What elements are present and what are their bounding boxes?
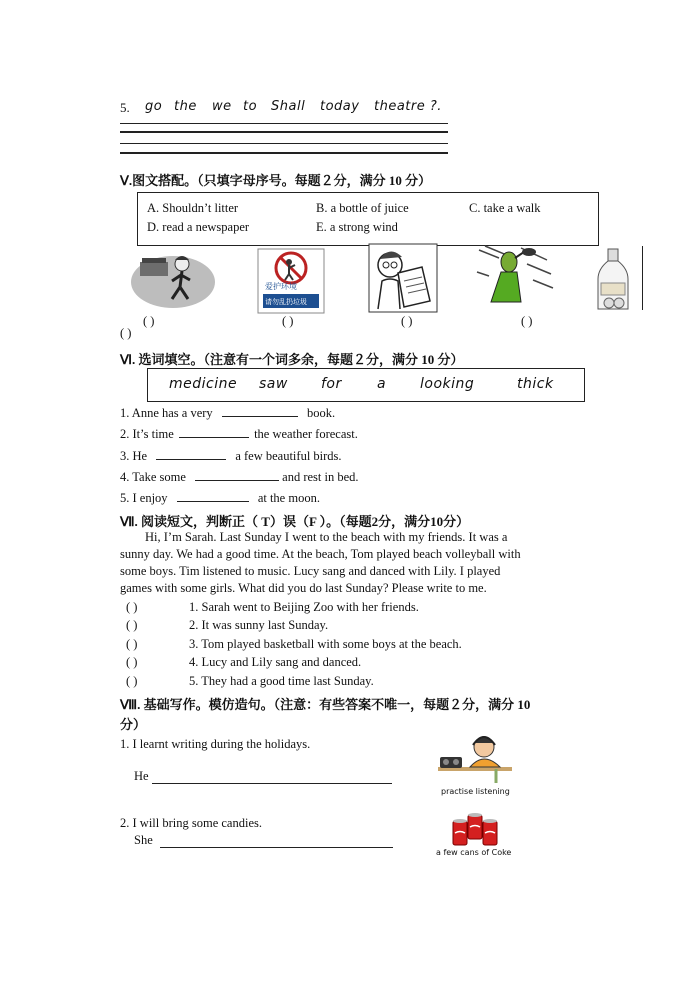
section8-title-line1: Ⅷ. 基础写作。模仿造句。（注意：有些答案不唯一，每题２分，满分 10	[120, 697, 531, 712]
tf-bracket-2[interactable]: ( )	[126, 618, 138, 632]
answer-line-3[interactable]	[120, 143, 448, 144]
tf-bracket-5[interactable]: ( )	[126, 674, 138, 688]
fill-item-5-post: at the moon.	[257, 491, 320, 505]
fill-item-3	[120, 448, 342, 464]
q5-word-2: the	[174, 99, 197, 114]
tf-item-4: 4. Lucy and Lily sang and danced.	[189, 655, 362, 669]
answer-line-2[interactable]	[120, 131, 448, 133]
passage-line-4: games with some girls. What did you do last Sunday? Please write to me.	[120, 581, 487, 595]
writing-q2: 2. I will bring some candies.	[120, 816, 262, 830]
writing-q2-subject: She	[134, 833, 153, 847]
section6-title: Ⅵ. 选词填空。（注意有一个词多余，每题２分，满分 10 分）	[120, 352, 464, 367]
word-bank-word-4: a	[377, 376, 387, 392]
fill-blank-1[interactable]	[222, 405, 298, 417]
fill-item-4	[120, 469, 359, 485]
q5-word-5: Shall	[271, 99, 306, 114]
fill-item-5-pre: 5. I enjoy	[120, 491, 168, 505]
answer-line-4[interactable]	[120, 152, 448, 154]
writing-q1: 1. I learnt writing during the holidays.	[120, 737, 311, 751]
writing-q1-answer-line[interactable]	[152, 783, 392, 784]
word-bank-word-5: looking	[420, 376, 475, 392]
fill-item-5	[120, 490, 320, 506]
fill-blank-3[interactable]	[156, 448, 226, 460]
fill-item-2	[120, 426, 358, 442]
q5-word-3: we	[212, 99, 232, 114]
tf-item-5: 5. They had a good time last Sunday.	[189, 674, 374, 688]
tf-item-2: 2. It was sunny last Sunday.	[189, 618, 329, 632]
bracket-1[interactable]: ( )	[143, 314, 155, 328]
fill-blank-4[interactable]	[195, 469, 279, 481]
passage-line-3: some boys. Tim listened to music. Lucy sang and danced with Lily. I played	[120, 564, 501, 578]
walking-boy-picture	[130, 248, 216, 310]
reading-newspaper-picture	[368, 243, 438, 313]
cans-of-coke-caption: a few cans of Coke	[436, 848, 512, 857]
section5-title: Ⅴ.图文搭配。（只填字母序号。每题２分，满分 10 分）	[120, 173, 432, 188]
word-bank-word-1: medicine	[169, 376, 238, 392]
sign-text-top: 爱护环境	[265, 282, 297, 291]
fill-item-1-pre: 1. Anne has a very	[120, 406, 213, 420]
q5-word-6: today	[320, 99, 360, 114]
option-b: B. a bottle of juice	[316, 201, 409, 215]
practise-listening-caption: practise listening	[441, 787, 510, 796]
word-bank-word-2: saw	[259, 376, 288, 392]
fill-item-3-pre: 3. He	[120, 449, 148, 463]
writing-q2-answer-line[interactable]	[160, 847, 393, 848]
passage-line-2: sunny day. We had a good time. At the beach, Tom played beach volleyball with	[120, 547, 521, 561]
option-d: D. read a newspaper	[147, 220, 250, 234]
fill-blank-5[interactable]	[177, 490, 249, 502]
option-e: E. a strong wind	[316, 220, 398, 234]
fill-item-4-pre: 4. Take some	[120, 470, 186, 484]
option-c: C. take a walk	[469, 201, 541, 215]
tf-item-1: 1. Sarah went to Beijing Zoo with her friends.	[189, 600, 419, 614]
practise-listening-picture	[436, 731, 514, 787]
q5-word-1: go	[145, 99, 163, 114]
bracket-3[interactable]: ( )	[401, 314, 413, 328]
q5-word-4: to	[243, 99, 258, 114]
fill-item-4-post: and rest in bed.	[282, 470, 359, 484]
tf-bracket-3[interactable]: ( )	[126, 637, 138, 651]
bracket-2[interactable]: ( )	[282, 314, 294, 328]
tf-bracket-1[interactable]: ( )	[126, 600, 138, 614]
bracket-5[interactable]: ( )	[120, 326, 132, 340]
q5-word-7: theatre ?.	[374, 99, 442, 114]
fill-item-3-post: a few beautiful birds.	[235, 449, 342, 463]
q5-number: 5.	[120, 100, 130, 115]
juice-bottle-picture	[593, 247, 633, 313]
fill-item-2-post: the weather forecast.	[254, 427, 358, 441]
fill-blank-2[interactable]	[179, 426, 249, 438]
bracket-4[interactable]: ( )	[521, 314, 533, 328]
passage-line-1: Hi, I’m Sarah. Last Sunday I went to the beach with my friends. It was a	[145, 530, 508, 544]
word-bank-word-3: for	[321, 376, 342, 392]
section7-title: Ⅶ. 阅读短文，判断正（ T）误（F ）。（每题2分，满分10分）	[120, 514, 470, 529]
picture-row-divider	[642, 246, 643, 310]
writing-q1-subject: He	[134, 769, 149, 783]
sign-text-bottom: 请勿乱扔垃圾	[265, 298, 307, 306]
cans-of-coke-picture	[451, 811, 501, 847]
word-bank-word-6: thick	[517, 376, 554, 392]
tf-item-3: 3. Tom played basketball with some boys at the beach.	[189, 637, 462, 651]
option-a: A. Shouldn’t litter	[147, 201, 239, 215]
section8-title-line2: 分）	[120, 717, 147, 732]
fill-item-1	[120, 405, 335, 421]
tf-bracket-4[interactable]: ( )	[126, 655, 138, 669]
answer-line-1[interactable]	[120, 123, 448, 124]
fill-item-2-pre: 2. It’s time	[120, 427, 174, 441]
fill-item-1-post: book.	[306, 406, 336, 420]
strong-wind-picture	[475, 244, 555, 308]
